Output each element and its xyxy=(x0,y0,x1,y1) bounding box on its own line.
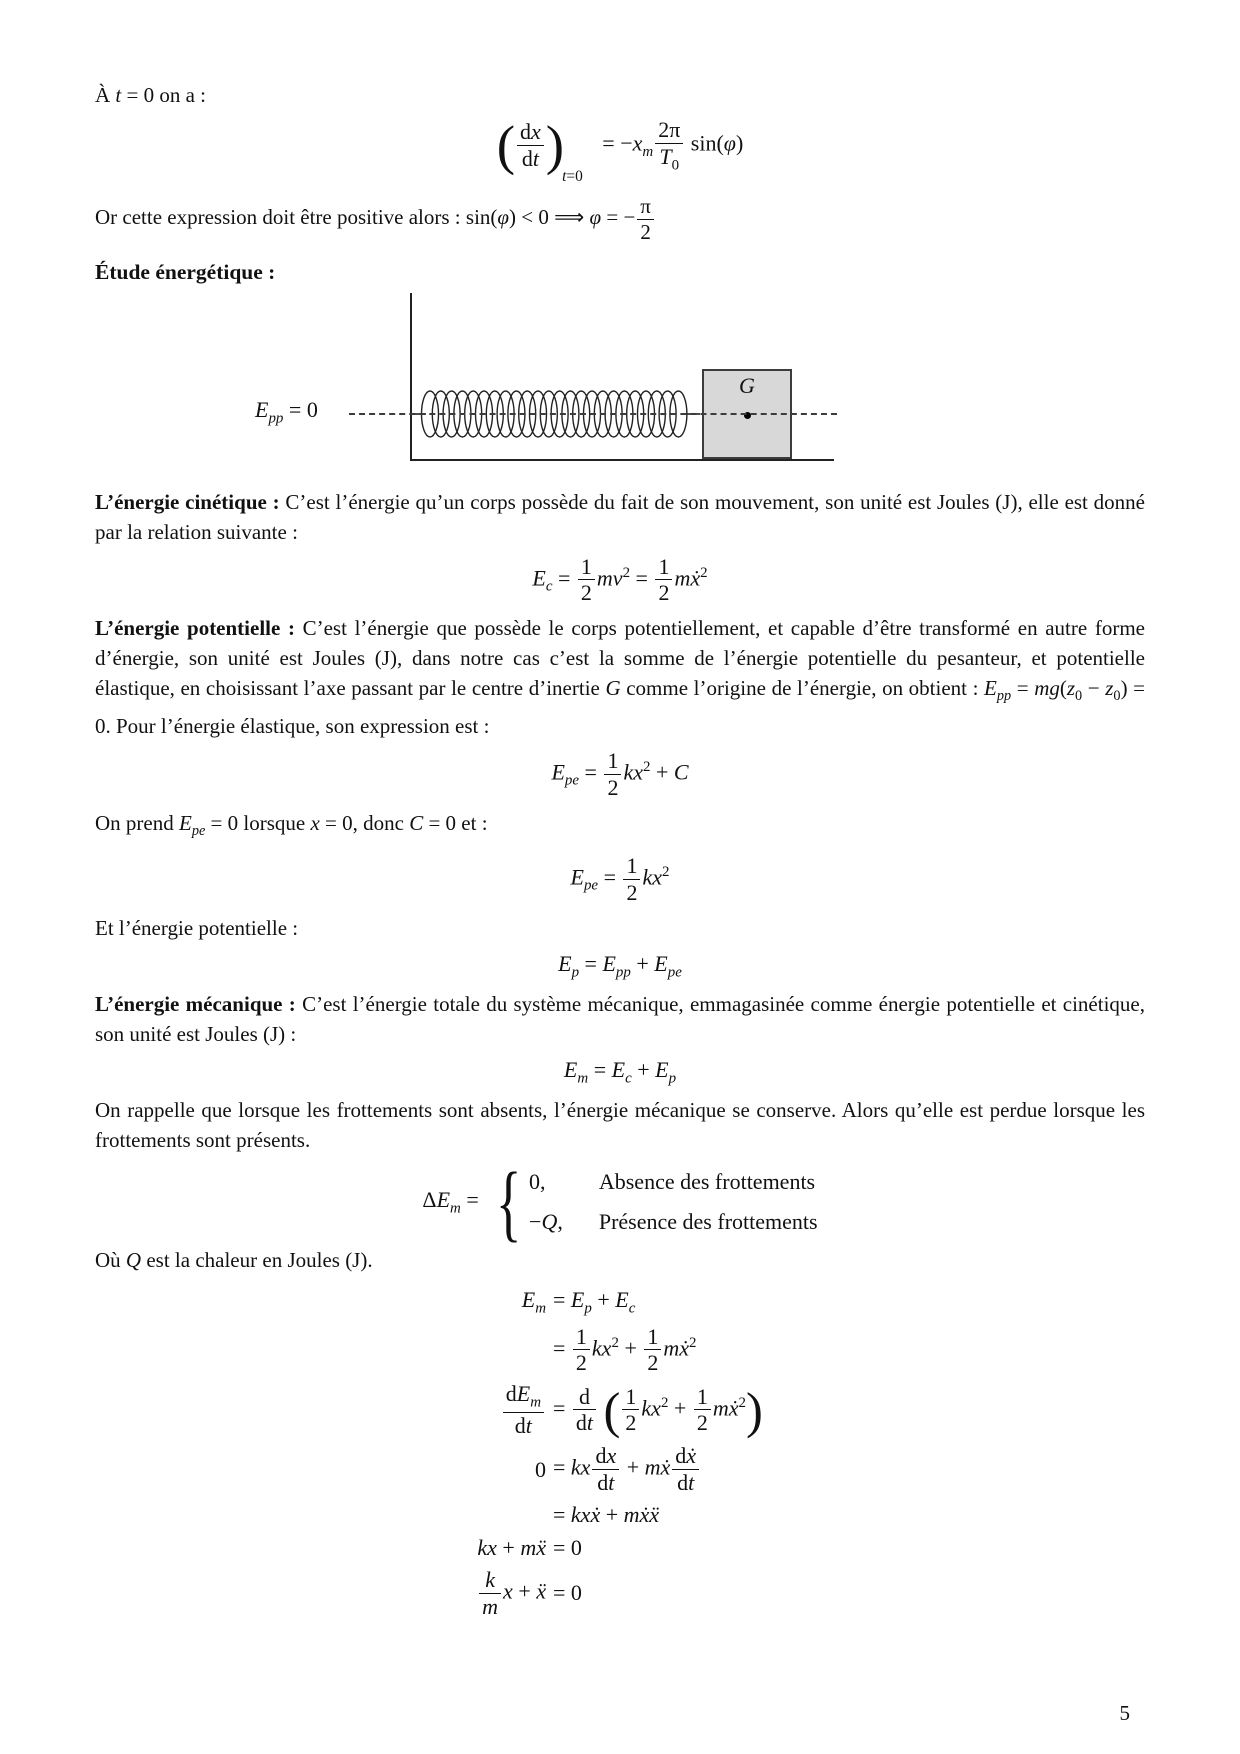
case-value-friction: −Q, xyxy=(529,1209,563,1235)
equation-mechanical-energy: $E_m = E_c + E_p$ xyxy=(563,1056,677,1087)
derivation-block xyxy=(95,1287,1145,1618)
paragraph-kinetic-energy xyxy=(95,487,1145,547)
paragraph-constant-zero: On prend $E_{pe} = 0$ lorsque x = 0, donc C = 0 et : xyxy=(95,810,488,839)
derivation-lhs: 0 xyxy=(535,1456,546,1482)
paragraph-intro: À t = 0 on a : xyxy=(95,83,207,107)
cases-grid xyxy=(529,1169,818,1235)
derivation-rhs: = $\frac{d}{dt}$ ( $\frac{1}{2}$ $kx^2$ + $\frac{1}{2}$ mẋ$^2$) xyxy=(553,1381,763,1438)
kinetic-energy-definition: C’est l’énergie qu’un corps possède du fait de son mouvement, son unité est Joules (J), elle est donné par la relation suivante : xyxy=(95,489,1146,544)
derivation-lhs: $\frac{dE_m}{dt}$ xyxy=(477,1382,546,1437)
equation-kinetic-energy: $E_c$ = $\frac{1}{2}$ $mv^2$ = $\frac{1}{2}$ mẋ$^2$ xyxy=(532,553,708,606)
case-label-no-friction: Absence des frottements xyxy=(598,1169,816,1195)
ground-line xyxy=(410,459,834,461)
derivation-rhs: = $E_p + E_c$ xyxy=(553,1287,636,1317)
potential-energy-term: L’énergie potentielle : xyxy=(95,616,295,641)
derivation-lhs: $E_m$ xyxy=(521,1287,546,1317)
equation-elastic-potential: $E_{pe}$ = $\frac{1}{2}$ $kx^2$ xyxy=(570,853,670,905)
mechanical-energy-definition: C’est l’énergie totale du système mécanique, emmagasinée comme énergie potentielle et cinétique, son unité est Joules (J) : xyxy=(95,991,1145,1046)
derivation-rhs: = 0 xyxy=(553,1580,582,1606)
paragraph-total-potential: Et l’énergie potentielle : xyxy=(95,915,299,940)
center-of-mass-label: G xyxy=(739,372,755,398)
derivation-rhs: = kx $\frac{dx}{dt}$ + mẋ $\frac{\text{dẋ}}{dt}$ xyxy=(553,1444,763,1495)
paragraph-heat: Où Q est la chaleur en Joules (J). xyxy=(95,1248,373,1273)
case-label-friction: Présence des frottements xyxy=(598,1209,818,1235)
equation-energy-variation-cases: $\Delta E_m$ = { 0, Absence des frottements −Q, Présence des frottements xyxy=(422,1154,818,1251)
figure-spring-mass-system xyxy=(95,293,1145,471)
case-value-no-friction: 0, xyxy=(529,1169,546,1195)
derivation-rhs: = 0 xyxy=(553,1534,582,1560)
page-number: 5 xyxy=(1119,1701,1130,1725)
epp-zero-label: $E_{pp} = 0$ xyxy=(255,396,318,427)
section-heading-energy-study: Étude énergétique : xyxy=(95,259,276,284)
mechanical-energy-term: L’énergie mécanique : xyxy=(95,991,296,1016)
paragraph-conservation: On rappelle que lorsque les frottements sont absents, l’énergie mécanique se conserve. Alors qu’elle est perdue lorsque les frottements sont présents. xyxy=(95,1098,1145,1153)
paragraph-potential-energy xyxy=(95,613,1145,741)
paragraph-mechanical-energy xyxy=(95,989,1145,1049)
paragraph-phase-constraint: Or cette expression doit être positive alors : sin(φ) < 0 ⟹ φ = − $\frac{\pi}{2}$ xyxy=(95,195,1145,243)
equation-total-potential: $E_p = E_{pp} + E_{pe}$ xyxy=(558,950,682,980)
derivation-lhs: kx + mẍ xyxy=(477,1534,546,1560)
dashed-reference-axis xyxy=(349,413,837,415)
kinetic-energy-term: L’énergie cinétique : xyxy=(95,489,280,514)
equation-initial-velocity: ( $\frac{dx}{dt}$ )$t=0 = -x_m$ $\frac{2\pi}{T_0}$ sin(φ) xyxy=(496,114,744,185)
potential-energy-definition: C’est l’énergie que possède le corps potentiellement, et capable d’être transformé en autre forme d’énergie, son unité est Joules (J), dans notre cas c’est la somme de l’énergie potentielle du pesanteur, et potentielle élastique, en choisissant l’axe passant par le centre d’inertie G comme l’origine de l’énergie, on obtient : $E_{pp} = mg(z_0 - z_0) = 0$. Pour l’énergie élastique, son expression est : xyxy=(95,616,1145,739)
equation-elastic-potential-with-constant: $E_{pe}$ = $\frac{1}{2}$ $kx^2 + C$ xyxy=(551,748,689,801)
derivation-lhs: $\frac{k}{m}$ x + ẍ xyxy=(477,1568,546,1619)
derivation-rhs: = kxẋ + mẋẍ xyxy=(553,1501,660,1527)
cases-left-side: $\Delta E_m$ = xyxy=(422,1187,479,1217)
derivation-rhs: = $\frac{1}{2}$ $kx^2$ + $\frac{1}{2}$ mẋ$^2$ xyxy=(553,1323,697,1376)
